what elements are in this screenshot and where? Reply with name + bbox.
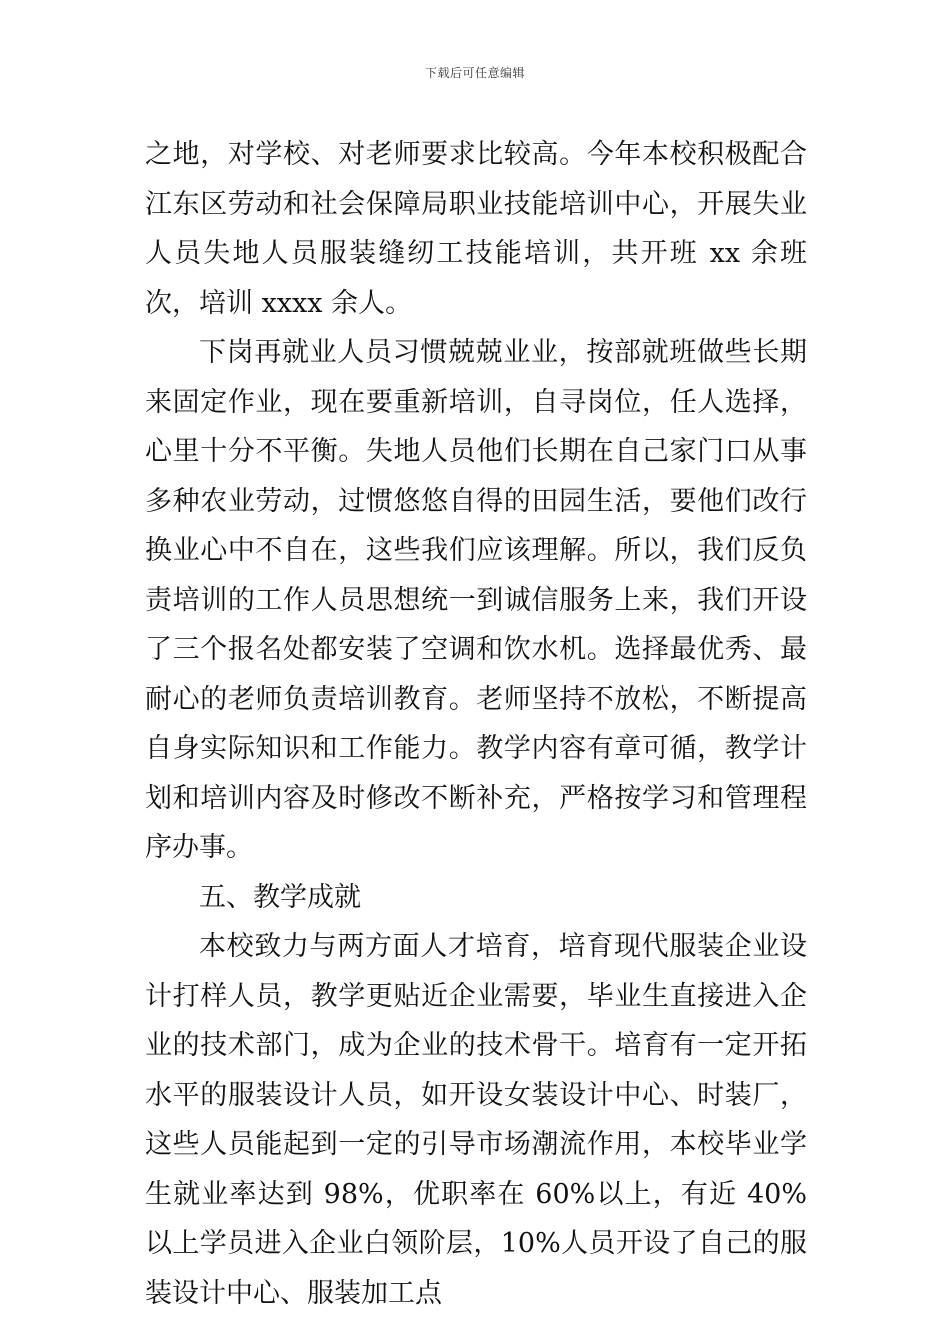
page-header: 下载后可任意编辑	[424, 66, 525, 80]
section-heading: 五、教学成就	[199, 881, 361, 913]
paragraph-2: 下岗再就业人员习惯兢兢业业，按部就班做些长期来固定作业，现在要重新培训，自寻岗位，任人选择，心里十分不平衡。失地人员他们长期在自己家门口从事多种农业劳动，过惯悠悠自得的田园生活，要他们改行换业心中不自在，这些我们应该理解。所以，我们反负责培训的工作人员思想统一到诚信服务上来，我们开设了三个报名处都安装了空调和饮水机。选择最优秀、最耐心的老师负责培训教育。老师坚持不放松，不断提高自身实际知识和工作能力。教学内容有章可循，教学计划和培训内容及时修改不断补充，严格按学习和管理程序办事。	[145, 337, 807, 863]
document-body	[145, 130, 807, 1318]
paragraph-3: 本校致力与两方面人才培育，培育现代服装企业设计打样人员，教学更贴近企业需要，毕业生直接进入企业的技术部门，成为企业的技术骨干。培育有一定开拓水平的服装设计人员，如开设女装设计中心、时装厂，这些人员能起到一定的引导市场潮流作用，本校毕业学生就业率达到 98%，优职率在 60%以上，有近 40%以上学员进入企业白领阶层，10%人员开设了自己的服装设计中心、服装加工点	[145, 931, 807, 1309]
paragraph-1: 之地，对学校、对老师要求比较高。今年本校积极配合江东区劳动和社会保障局职业技能培训中心，开展失业人员失地人员服装缝纫工技能培训，共开班 xx 余班次，培训 xxxx 余人。	[145, 139, 807, 319]
